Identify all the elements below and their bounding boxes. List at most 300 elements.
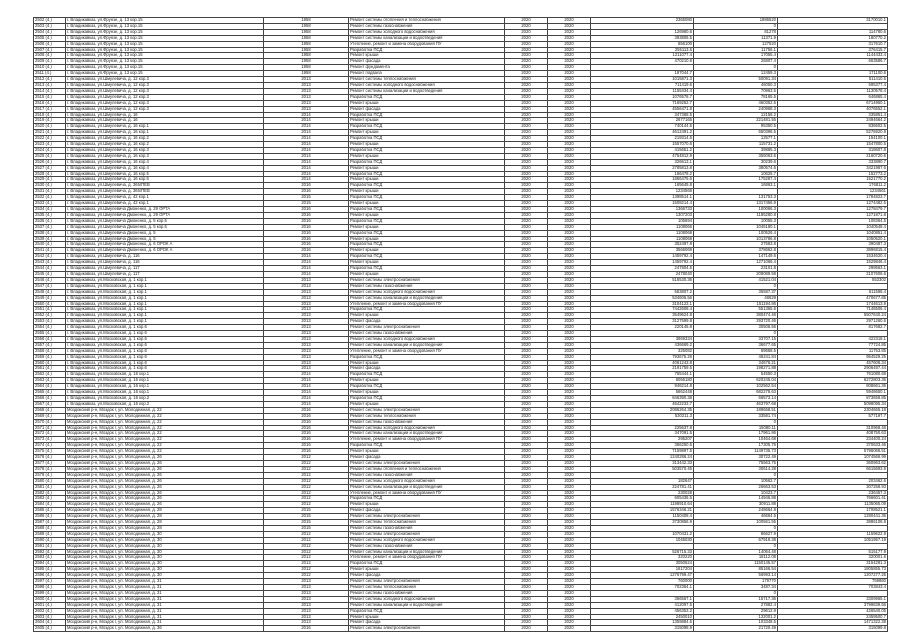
start-year-cell: 2020 [505, 82, 548, 88]
cost-cell: 3566069 [591, 248, 694, 254]
year-built-cell: 2013 [264, 342, 349, 348]
cost-cell: 2677165 [591, 118, 694, 124]
address-cell: Моздокский р-н, Моздок г, ул. Молодежная, д. 31 [66, 590, 264, 596]
end-year-cell: 2020 [548, 543, 591, 549]
address-cell: г. Владикавказ, ул.Шмулевича, д. 117 [66, 266, 264, 272]
amount-cell: 27583.8 [694, 242, 778, 248]
total-cell: 315099.8 [778, 626, 888, 632]
start-year-cell: 2020 [505, 212, 548, 218]
cost-cell: 7159897.5 [591, 449, 694, 455]
row-number-cell: 2565 (4.) [34, 390, 66, 396]
start-year-cell: 2020 [505, 201, 548, 207]
row-number-cell: 2603 (4.) [34, 614, 66, 620]
year-built-cell: 2016 [264, 212, 349, 218]
address-cell: г. Владикавказ, ул.Фрунзе, д. 13 кор.15 [66, 59, 264, 65]
amount-cell: 69668.5 [694, 348, 778, 354]
cost-cell: 366567.1 [591, 596, 694, 602]
total-cell: 3799839.56 [778, 602, 888, 608]
address-cell: г. Владикавказ, ул.Шмулевича, д. 12 кор.3 [66, 100, 264, 106]
total-cell: 310968.46 [778, 425, 888, 431]
total-cell: 370633.46 [778, 443, 888, 449]
year-built-cell: 2013 [264, 77, 349, 83]
year-built-cell: 2012 [264, 567, 349, 573]
end-year-cell: 2020 [548, 88, 591, 94]
year-built-cell: 2012 [264, 502, 349, 508]
work-type-cell: Ремонт системы электроснабжения [349, 277, 505, 283]
start-year-cell: 2020 [505, 525, 548, 531]
address-cell: г. Владикавказ, ул.Шмулевича, д. 16 кор.2 [66, 136, 264, 142]
start-year-cell: 2020 [505, 71, 548, 77]
cost-cell: 352497.8 [591, 242, 694, 248]
address-cell: г. Владикавказ, ул.Московская, д. 1 кор.6 [66, 331, 264, 337]
amount-cell: 34676.21 [694, 360, 778, 366]
total-cell: 1271871.8 [778, 212, 888, 218]
amount-cell: 39885.3 [694, 147, 778, 153]
address-cell: г. Владикавказ, ул.Московская, д. 16 кор.1 [66, 384, 264, 390]
work-type-cell: Утепление, ремонт и замена оборудования ПУ [349, 301, 505, 307]
end-year-cell: 2020 [548, 283, 591, 289]
amount-cell: 70963.5 [694, 88, 778, 94]
start-year-cell: 2020 [505, 531, 548, 537]
row-number-cell: 2549 (4.) [34, 295, 66, 301]
total-cell: 360963.62 [778, 460, 888, 466]
start-year-cell: 2020 [505, 561, 548, 567]
amount-cell: 380574.6 [694, 165, 778, 171]
end-year-cell: 2020 [548, 301, 591, 307]
total-cell: 457608.34 [778, 360, 888, 366]
work-type-cell: Ремонт крыши [349, 449, 505, 455]
end-year-cell: 2020 [548, 466, 591, 472]
year-built-cell: 2015 [264, 195, 349, 201]
address-cell: Моздокский р-н, Моздок г, ул. Молодежная, д. 22 [66, 449, 264, 455]
total-cell: 2160720.6 [778, 153, 888, 159]
start-year-cell: 2020 [505, 230, 548, 236]
work-type-cell: Ремонт системы электроснабжения [349, 514, 505, 520]
amount-cell: 1013786.8 [694, 236, 778, 242]
cost-cell: 165645.8 [591, 183, 694, 189]
total-cell: 808661.36 [778, 384, 888, 390]
start-year-cell: 2020 [505, 142, 548, 148]
amount-cell: 103348.5 [694, 620, 778, 626]
year-built-cell: 2012 [264, 490, 349, 496]
address-cell: г. Владикавказ, ул.Шмулевича, д. 117 [66, 271, 264, 277]
address-cell: Моздокский р-н, Моздок г, ул. Молодежная, д. 28 [66, 508, 264, 514]
end-year-cell: 2020 [548, 413, 591, 419]
amount-cell: 151194.86 [694, 301, 778, 307]
work-type-cell: Ремонт крыши [349, 236, 505, 242]
amount-cell: 10055.3 [694, 218, 778, 224]
cost-cell: 182647 [591, 478, 694, 484]
start-year-cell: 2020 [505, 289, 548, 295]
year-built-cell: 2014 [264, 118, 349, 124]
end-year-cell: 2020 [548, 159, 591, 165]
total-cell: 836602.5 [778, 124, 888, 130]
year-built-cell: 2012 [264, 555, 349, 561]
year-built-cell: 2014 [264, 112, 349, 118]
cost-cell: 1366733 [591, 207, 694, 213]
amount-cell: 56993.14 [694, 573, 778, 579]
work-type-cell: Ремонт системы газоснабжения [349, 590, 505, 596]
start-year-cell: 2020 [505, 366, 548, 372]
end-year-cell: 2020 [548, 437, 591, 443]
work-type-cell: Разработка ПСД [349, 561, 505, 567]
cost-cell: 366250.5 [591, 443, 694, 449]
address-cell: г. Владикавказ, ул.Фрунзе, д. 13 кор.15 [66, 71, 264, 77]
start-year-cell: 2020 [505, 626, 548, 632]
row-number-cell: 2514 (4.) [34, 88, 66, 94]
end-year-cell: 2020 [548, 153, 591, 159]
total-cell: 1159622.9 [778, 531, 888, 537]
address-cell: Моздокский р-н, Моздок г, ул. Молодежная, д. 22 [66, 437, 264, 443]
amount-cell: 0 [694, 283, 778, 289]
cost-cell: 225637.8 [591, 425, 694, 431]
total-cell: 77724.85 [778, 342, 888, 348]
year-built-cell: 2012 [264, 455, 349, 461]
work-type-cell: Ремонт крыши [349, 165, 505, 171]
year-built-cell: 2013 [264, 313, 349, 319]
start-year-cell: 2020 [505, 620, 548, 626]
cost-cell: 1198910.64 [591, 502, 694, 508]
cost-cell: 3104123.1 [591, 301, 694, 307]
start-year-cell: 2020 [505, 136, 548, 142]
address-cell: Моздокский р-н, Моздок г, ул. Молодежная, д. 30 [66, 567, 264, 573]
amount-cell: 0 [694, 331, 778, 337]
row-number-cell: 2516 (4.) [34, 100, 66, 106]
cost-cell: 393806.5 [591, 35, 694, 41]
start-year-cell: 2020 [505, 29, 548, 35]
start-year-cell: 2020 [505, 407, 548, 413]
total-cell: 1051957.19 [778, 537, 888, 543]
address-cell: Моздокский р-н, Моздок г, ул. Молодежная, д. 26 [66, 496, 264, 502]
work-type-cell: Ремонт системы канализации и водоотведения [349, 342, 505, 348]
address-cell: г. Владикавказ, ул.Московская, д. 1 кор.1 [66, 301, 264, 307]
work-type-cell: Ремонт системы канализации и водоотведения [349, 484, 505, 490]
end-year-cell: 2020 [548, 313, 591, 319]
cost-cell: 219314.5 [591, 136, 694, 142]
cost-cell: 740144.6 [591, 124, 694, 130]
start-year-cell: 2020 [505, 189, 548, 195]
row-number-cell: 2575 (4.) [34, 449, 66, 455]
cost-cell: 516530.36 [591, 277, 694, 283]
end-year-cell: 2020 [548, 195, 591, 201]
address-cell: Моздокский р-н, Моздок г, ул. Молодежная, д. 26 [66, 484, 264, 490]
row-number-cell: 2530 (4.) [34, 183, 66, 189]
work-type-cell: Разработка ПСД [349, 195, 505, 201]
cost-cell: 3050624 [591, 561, 694, 567]
start-year-cell: 2020 [505, 514, 548, 520]
total-cell: 408750.63 [778, 431, 888, 437]
work-type-cell: Ремонт крыши [349, 271, 505, 277]
end-year-cell: 2020 [548, 384, 591, 390]
end-year-cell: 2020 [548, 502, 591, 508]
year-built-cell: 2012 [264, 537, 349, 543]
amount-cell: 100526.4 [694, 230, 778, 236]
amount-cell: 0 [694, 472, 778, 478]
row-number-cell: 2592 (4.) [34, 549, 66, 555]
work-type-cell: Ремонт системы электроснабжения [349, 626, 505, 632]
total-cell: 1805855.73 [778, 567, 888, 573]
address-cell: г. Владикавказ, ул.Московская, д. 1 кор.1 [66, 289, 264, 295]
row-number-cell: 2558 (4.) [34, 348, 66, 354]
year-built-cell: 2016 [264, 407, 349, 413]
address-cell: г. Владикавказ, ул.Шмулевича Дмоненко, д. 5 [66, 236, 264, 242]
total-cell: 5098095.34 [778, 401, 888, 407]
year-built-cell: 2012 [264, 573, 349, 579]
total-cell: 1278479.7 [778, 207, 888, 213]
address-cell: г. Владикавказ, ул.Шмулевича Дмоненко, д. 5 кор.5 [66, 218, 264, 224]
row-number-cell: 2589 (4.) [34, 531, 66, 537]
address-cell: Моздокский р-н, Моздок г, ул. Молодежная, д. 30 [66, 537, 264, 543]
address-cell: г. Владикавказ, ул.Шмулевича, д. 12 кор.3 [66, 77, 264, 83]
end-year-cell: 2020 [548, 602, 591, 608]
start-year-cell: 2020 [505, 496, 548, 502]
row-number-cell: 2504 (4.) [34, 29, 66, 35]
amount-cell: 11756.1 [694, 47, 778, 53]
year-built-cell: 2012 [264, 478, 349, 484]
total-cell: 3170010.1 [778, 18, 888, 24]
row-number-cell: 2550 (4.) [34, 301, 66, 307]
address-cell: г. Владикавказ, ул.Фрунзе, д. 13 кор.15 [66, 53, 264, 59]
address-cell: Моздокский р-н, Моздок г, ул. Молодежная, д. 31 [66, 585, 264, 591]
cost-cell: 3730856.9 [591, 520, 694, 526]
start-year-cell: 2020 [505, 396, 548, 402]
cost-cell: 126980.6 [591, 29, 694, 35]
address-cell: Моздокский р-н, Моздок г, ул. Молодежная, д. 30 [66, 543, 264, 549]
start-year-cell: 2020 [505, 579, 548, 585]
end-year-cell: 2020 [548, 289, 591, 295]
work-type-cell: Ремонт фасада [349, 106, 505, 112]
end-year-cell: 2020 [548, 585, 591, 591]
amount-cell: 0 [694, 65, 778, 71]
amount-cell: 17961.86 [694, 431, 778, 437]
year-built-cell: 1958 [264, 23, 349, 29]
address-cell: г. Владикавказ, ул.Шмулевича, д. 12 кор.3 [66, 94, 264, 100]
start-year-cell: 2020 [505, 224, 548, 230]
total-cell: 426540.05 [778, 608, 888, 614]
end-year-cell: 2020 [548, 472, 591, 478]
end-year-cell: 2020 [548, 590, 591, 596]
amount-cell: 551365.6 [694, 307, 778, 313]
work-type-cell: Ремонт крыши [349, 502, 505, 508]
total-cell: 1074566.99 [778, 455, 888, 461]
address-cell: г. Владикавказ, ул.Фрунзе, д. 13 кор.15 [66, 41, 264, 47]
work-type-cell: Ремонт системы канализации и водоотведения [349, 88, 505, 94]
year-built-cell: 2015 [264, 514, 349, 520]
work-type-cell: Ремонт системы теплоснабжения [349, 413, 505, 419]
total-cell: 1040851.4 [778, 230, 888, 236]
cost-cell: 470210.8 [591, 59, 694, 65]
start-year-cell: 2020 [505, 520, 548, 526]
amount-cell: 620245.04 [694, 378, 778, 384]
total-cell: 1234561 [778, 189, 888, 195]
row-number-cell: 2579 (4.) [34, 472, 66, 478]
end-year-cell: 2020 [548, 508, 591, 514]
row-number-cell: 2509 (4.) [34, 59, 66, 65]
end-year-cell: 2020 [548, 573, 591, 579]
row-number-cell: 2560 (4.) [34, 360, 66, 366]
row-number-cell: 2524 (4.) [34, 147, 66, 153]
end-year-cell: 2020 [548, 525, 591, 531]
cost-cell: 4754812.9 [591, 153, 694, 159]
end-year-cell: 2020 [548, 82, 591, 88]
end-year-cell: 2020 [548, 171, 591, 177]
address-cell: г. Владикавказ, ул.Московская, д. 16 кор.2 [66, 401, 264, 407]
cost-cell: 1234566 [591, 189, 694, 195]
end-year-cell: 2020 [548, 212, 591, 218]
address-cell: г. Владикавказ, ул.Фрунзе, д. 13 кор.15 [66, 29, 264, 35]
amount-cell: 30614.28 [694, 466, 778, 472]
end-year-cell: 2020 [548, 366, 591, 372]
start-year-cell: 2020 [505, 590, 548, 596]
start-year-cell: 2020 [505, 23, 548, 29]
address-cell: г. Владикавказ, ул.Шмулевича, д. 42 кор.1 [66, 201, 264, 207]
end-year-cell: 2020 [548, 348, 591, 354]
total-cell: 515177.9 [778, 549, 888, 555]
year-built-cell: 2016 [264, 449, 349, 455]
work-type-cell: Ремонт системы холодного водоснабжения [349, 478, 505, 484]
start-year-cell: 2020 [505, 35, 548, 41]
year-built-cell: 2013 [264, 301, 349, 307]
amount-cell: 1886520 [694, 18, 778, 24]
address-cell: г. Владикавказ, ул.Шмулевича, д. 16 кор.4 [66, 159, 264, 165]
end-year-cell: 2020 [548, 130, 591, 136]
total-cell: 1050520.1 [778, 236, 888, 242]
address-cell: г. Владикавказ, ул.Шмулевича, д. 16 кор.1 [66, 130, 264, 136]
start-year-cell: 2020 [505, 360, 548, 366]
address-cell: г. Владикавказ, ул.Шмулевича Дмоненко, д. 5 [66, 230, 264, 236]
end-year-cell: 2020 [548, 555, 591, 561]
end-year-cell: 2020 [548, 207, 591, 213]
year-built-cell: 2014 [264, 401, 349, 407]
row-number-cell: 2535 (4.) [34, 212, 66, 218]
end-year-cell: 2020 [548, 124, 591, 130]
year-built-cell: 2016 [264, 443, 349, 449]
cost-cell: 2785813.8 [591, 165, 694, 171]
amount-cell: 14064.48 [694, 549, 778, 555]
end-year-cell: 2020 [548, 425, 591, 431]
address-cell: Моздокский р-н, Моздок г, ул. Молодежная, д. 30 [66, 561, 264, 567]
cost-cell: 1459792.4 [591, 260, 694, 266]
end-year-cell: 2020 [548, 478, 591, 484]
end-year-cell: 2020 [548, 147, 591, 153]
row-number-cell: 2525 (4.) [34, 153, 66, 159]
address-cell: г. Владикавказ, ул.Московская, д. 1 кор.6 [66, 366, 264, 372]
work-type-cell: Ремонт крыши [349, 130, 505, 136]
row-number-cell: 2557 (4.) [34, 342, 66, 348]
end-year-cell: 2020 [548, 112, 591, 118]
amount-cell: 46664.5 [694, 514, 778, 520]
year-built-cell: 2012 [264, 549, 349, 555]
year-built-cell: 2013 [264, 360, 349, 366]
work-type-cell: Ремонт системы холодного водоснабжения [349, 29, 505, 35]
work-type-cell: Ремонт фундамента [349, 65, 505, 71]
amount-cell: 131753.3 [694, 195, 778, 201]
cost-cell: 230028 [591, 490, 694, 496]
work-type-cell: Ремонт крыши [349, 614, 505, 620]
total-cell: 761080.68 [778, 372, 888, 378]
start-year-cell: 2020 [505, 449, 548, 455]
amount-cell: 21720.49 [694, 626, 778, 632]
amount-cell: 293720.46 [694, 319, 778, 325]
cost-cell: 3549624.8 [591, 313, 694, 319]
total-cell: 2906497.44 [778, 366, 888, 372]
end-year-cell: 2020 [548, 596, 591, 602]
start-year-cell: 2020 [505, 478, 548, 484]
row-number-cell: 2520 (4.) [34, 124, 66, 130]
year-built-cell: 2013 [264, 331, 349, 337]
amount-cell: 221481.55 [694, 118, 778, 124]
amount-cell: 1271066.4 [694, 260, 778, 266]
amount-cell: 650396.5 [694, 130, 778, 136]
total-cell: 317610.7 [778, 41, 888, 47]
year-built-cell: 1958 [264, 47, 349, 53]
address-cell: Моздокский р-н, Моздок г, ул. Молодежная, д. 26 [66, 490, 264, 496]
end-year-cell: 2020 [548, 189, 591, 195]
year-built-cell: 2016 [264, 183, 349, 189]
amount-cell: 67919.38 [694, 537, 778, 543]
year-built-cell: 2014 [264, 372, 349, 378]
cost-cell: 1076578.7 [591, 94, 694, 100]
cost-cell: 1150408.4 [591, 514, 694, 520]
work-type-cell: Ремонт системы газоснабжения [349, 472, 505, 478]
total-cell: 152773.2 [778, 171, 888, 177]
document-sheet [33, 17, 887, 632]
start-year-cell: 2020 [505, 307, 548, 313]
year-built-cell: 2016 [264, 242, 349, 248]
address-cell: г. Владикавказ, ул.Шмулевича, д. 16 кор.2 [66, 142, 264, 148]
cost-cell: 347368.5 [591, 112, 694, 118]
row-number-cell: 2587 (4.) [34, 520, 66, 526]
total-cell: 2494664.2 [778, 118, 888, 124]
start-year-cell: 2020 [505, 236, 548, 242]
amount-cell: 10464.68 [694, 437, 778, 443]
start-year-cell: 2020 [505, 183, 548, 189]
row-number-cell: 2539 (4.) [34, 236, 66, 242]
year-built-cell: 2013 [264, 283, 349, 289]
total-cell: 5796068.51 [778, 449, 888, 455]
address-cell: г. Владикавказ, ул.Фрунзе, д. 13 кор.15 [66, 65, 264, 71]
row-number-cell: 2601 (4.) [34, 602, 66, 608]
amount-cell: 179770 [694, 579, 778, 585]
row-number-cell: 2531 (4.) [34, 189, 66, 195]
work-type-cell: Разработка ПСД [349, 396, 505, 402]
cost-cell: 105694 [591, 218, 694, 224]
amount-cell: 355063.6 [694, 153, 778, 159]
work-type-cell: Ремонт крыши [349, 189, 505, 195]
row-number-cell: 2533 (4.) [34, 201, 66, 207]
total-cell: 2304665.18 [778, 407, 888, 413]
year-built-cell: 2013 [264, 348, 349, 354]
amount-cell: 463797.68 [694, 401, 778, 407]
start-year-cell: 2020 [505, 112, 548, 118]
end-year-cell: 2020 [548, 177, 591, 183]
row-number-cell: 2547 (4.) [34, 283, 66, 289]
amount-cell: 30911.88 [694, 502, 778, 508]
amount-cell: 3487.34 [694, 585, 778, 591]
total-cell: 511410.5 [778, 77, 888, 83]
total-cell: 759860 [778, 579, 888, 585]
start-year-cell: 2020 [505, 242, 548, 248]
work-type-cell: Ремонт подвала [349, 71, 505, 77]
cost-cell: 2365080 [591, 18, 694, 24]
work-type-cell: Ремонт системы газоснабжения [349, 283, 505, 289]
start-year-cell: 2020 [505, 378, 548, 384]
row-number-cell: 2545 (4.) [34, 271, 66, 277]
address-cell: г. Владикавказ, ул.Фрунзе, д. 13 кор.15 [66, 47, 264, 53]
work-type-cell: Ремонт системы электроснабжения [349, 531, 505, 537]
row-number-cell: 2582 (4.) [34, 490, 66, 496]
total-cell: 954529.25 [778, 354, 888, 360]
